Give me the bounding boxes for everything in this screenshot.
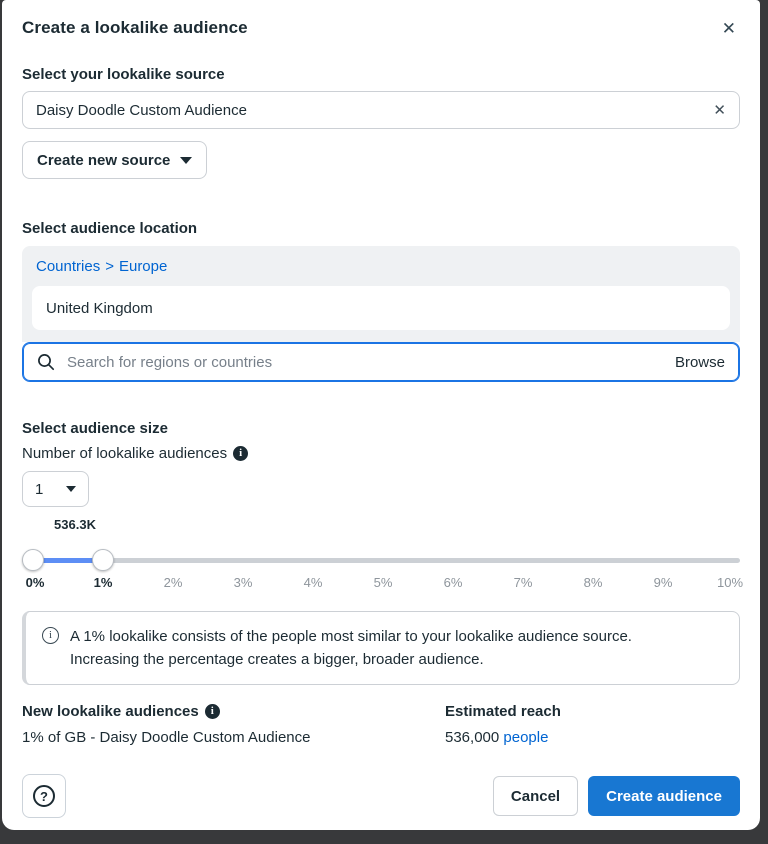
lookalike-source-heading: Select your lookalike source <box>22 66 225 83</box>
cancel-button[interactable]: Cancel <box>493 776 578 816</box>
tick-1: 1% <box>93 575 113 590</box>
tick-9: 9% <box>653 575 673 590</box>
create-new-source-button[interactable] <box>22 141 207 179</box>
location-panel <box>22 246 740 342</box>
tick-8: 8% <box>583 575 603 590</box>
dialog-footer <box>22 774 740 830</box>
audience-location-heading: Select audience location <box>22 220 198 237</box>
breadcrumb <box>32 258 730 275</box>
new-audiences-heading-row <box>22 703 445 720</box>
breadcrumb-countries-link[interactable]: Countries <box>36 258 101 275</box>
slider-reach-bubble: 536.3K <box>54 517 96 532</box>
dialog-header <box>22 18 740 39</box>
search-icon <box>37 353 55 371</box>
info-icon[interactable]: i <box>205 704 220 719</box>
tick-7: 7% <box>513 575 533 590</box>
lookalike-count-label: Number of lookalike audiences <box>22 445 228 462</box>
slider-tick-labels <box>22 575 744 591</box>
dialog-title: Create a lookalike audience <box>22 18 248 37</box>
tick-5: 5% <box>373 575 393 590</box>
info-note-line1: A 1% lookalike consists of the people most similar to your lookalike audience source. <box>70 628 632 645</box>
tick-6: 6% <box>443 575 463 590</box>
estimated-reach-value: 536,000 <box>445 729 500 746</box>
lookalike-info-note <box>22 611 740 685</box>
slider-handle-max[interactable] <box>92 549 114 571</box>
estimated-reach-value-row <box>445 729 740 746</box>
browse-link[interactable]: Browse <box>674 353 725 371</box>
clear-icon: ✕ <box>713 102 726 119</box>
tick-2: 2% <box>163 575 183 590</box>
breadcrumb-separator: > <box>105 258 114 275</box>
audience-size-slider <box>22 517 744 590</box>
location-search-bar <box>22 342 740 382</box>
question-mark-icon: ? <box>33 785 55 807</box>
chevron-down-icon <box>66 486 76 492</box>
estimated-reach-column <box>445 703 740 746</box>
create-new-source-label: Create new source <box>37 151 171 169</box>
tick-10: 10% <box>716 575 744 590</box>
info-note-text <box>70 625 632 671</box>
new-audiences-column <box>22 703 445 746</box>
selected-location-label: United Kingdom <box>46 299 153 317</box>
people-link[interactable]: people <box>503 729 549 746</box>
location-search-input[interactable] <box>67 354 675 371</box>
chevron-down-icon <box>180 157 192 164</box>
tick-3: 3% <box>233 575 253 590</box>
slider-track[interactable] <box>22 558 740 563</box>
tick-4: 4% <box>303 575 323 590</box>
create-lookalike-audience-dialog <box>2 0 760 830</box>
info-circle-icon: i <box>42 627 59 644</box>
close-icon: ✕ <box>721 19 736 38</box>
close-button[interactable] <box>718 18 740 39</box>
lookalike-count-label-row <box>22 445 740 462</box>
lookalike-count-dropdown[interactable] <box>22 471 89 507</box>
new-audiences-value: 1% of GB - Daisy Doodle Custom Audience <box>22 729 311 746</box>
summary-section <box>22 703 740 746</box>
lookalike-source-field-wrap <box>22 91 740 129</box>
create-audience-button[interactable]: Create audience <box>588 776 740 816</box>
estimated-reach-heading: Estimated reach <box>445 703 561 720</box>
footer-actions <box>493 776 740 816</box>
clear-source-button[interactable] <box>709 99 730 121</box>
tick-0: 0% <box>25 575 45 590</box>
info-note-line2: Increasing the percentage creates a bigger, broader audience. <box>70 651 484 668</box>
breadcrumb-europe-link[interactable]: Europe <box>118 258 168 275</box>
lookalike-source-input[interactable] <box>22 91 740 129</box>
audience-size-heading: Select audience size <box>22 420 168 437</box>
slider-handle-min[interactable] <box>22 549 44 571</box>
slider-track-row <box>22 549 740 571</box>
info-icon[interactable]: i <box>233 446 248 461</box>
selected-location-row[interactable] <box>32 286 730 330</box>
new-audiences-heading: New lookalike audiences <box>22 703 199 720</box>
help-button[interactable] <box>22 774 66 818</box>
lookalike-count-value: 1 <box>35 480 44 498</box>
